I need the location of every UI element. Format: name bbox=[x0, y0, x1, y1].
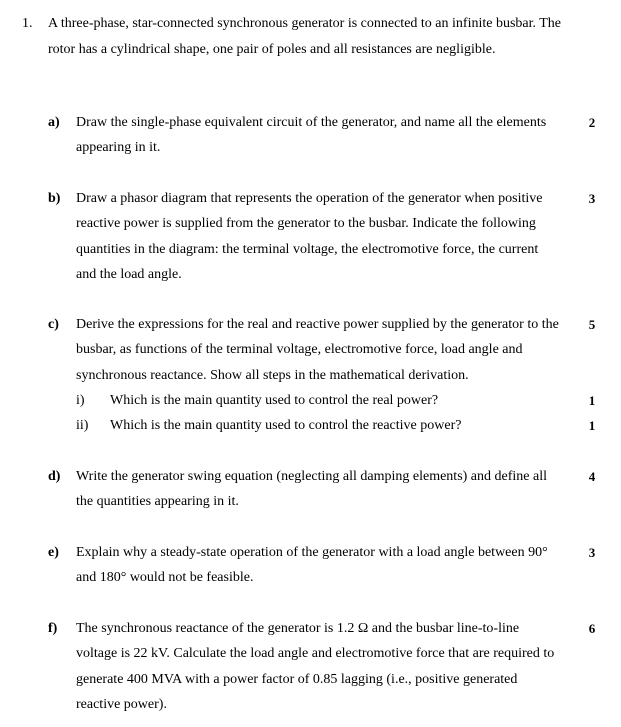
subpart-text: Which is the main quantity used to control the reactive power? bbox=[110, 418, 462, 433]
marks-b: 3 bbox=[588, 191, 596, 206]
subpart-label: i) bbox=[76, 393, 85, 408]
part-text: Draw a phasor diagram that represents the operation of the generator when positive reactive power is supplied from the generator to the busbar. Indicate the following quantities in the diagram: the terminal voltage, the electromotive force, the current and the load angle. bbox=[76, 191, 543, 282]
part-label: e) bbox=[48, 545, 59, 560]
marks-e: 3 bbox=[588, 545, 596, 560]
marks-c-ii: 1 bbox=[588, 418, 596, 433]
marks-f: 6 bbox=[588, 621, 596, 636]
question-text: A three-phase, star-connected synchronous generator is connected to an infinite busbar. The rotor has a cylindrical shape, one pair of poles and all resistances are negligible. bbox=[48, 16, 562, 57]
marks-c: 5 bbox=[588, 317, 596, 332]
part-text: The synchronous reactance of the generator is 1.2 Ω and the busbar line-to-line voltage is 22 kV. Calculate the load angle and electromotive force that are required to generate 400 MVA with a power factor of 0.85 lagging (i.e., positive generated reactive power). bbox=[76, 621, 555, 712]
marks-d: 4 bbox=[588, 469, 596, 484]
part-label: f) bbox=[48, 621, 58, 636]
part-text: Explain why a steady-state operation of the generator with a load angle between 90° and 180° would not be feasible. bbox=[76, 545, 548, 586]
part-label: a) bbox=[48, 115, 60, 130]
marks-c-i: 1 bbox=[588, 393, 596, 408]
part-label: d) bbox=[48, 469, 61, 484]
part-label: c) bbox=[48, 317, 59, 332]
subpart-label: ii) bbox=[76, 418, 89, 433]
part-text: Draw the single-phase equivalent circuit of the generator, and name all the elements appearing in it. bbox=[76, 115, 547, 156]
part-text: Derive the expressions for the real and reactive power supplied by the generator to the busbar, as functions of the terminal voltage, electromotive force, load angle and synchronous reactance. Show all steps in the mathematical derivation. bbox=[76, 317, 559, 383]
part-label: b) bbox=[48, 191, 61, 206]
part-text: Write the generator swing equation (neglecting all damping elements) and define all the quantities appearing in it. bbox=[76, 469, 547, 510]
question-number: 1. bbox=[22, 16, 33, 31]
subpart-text: Which is the main quantity used to control the real power? bbox=[110, 393, 439, 408]
marks-a: 2 bbox=[588, 115, 596, 130]
